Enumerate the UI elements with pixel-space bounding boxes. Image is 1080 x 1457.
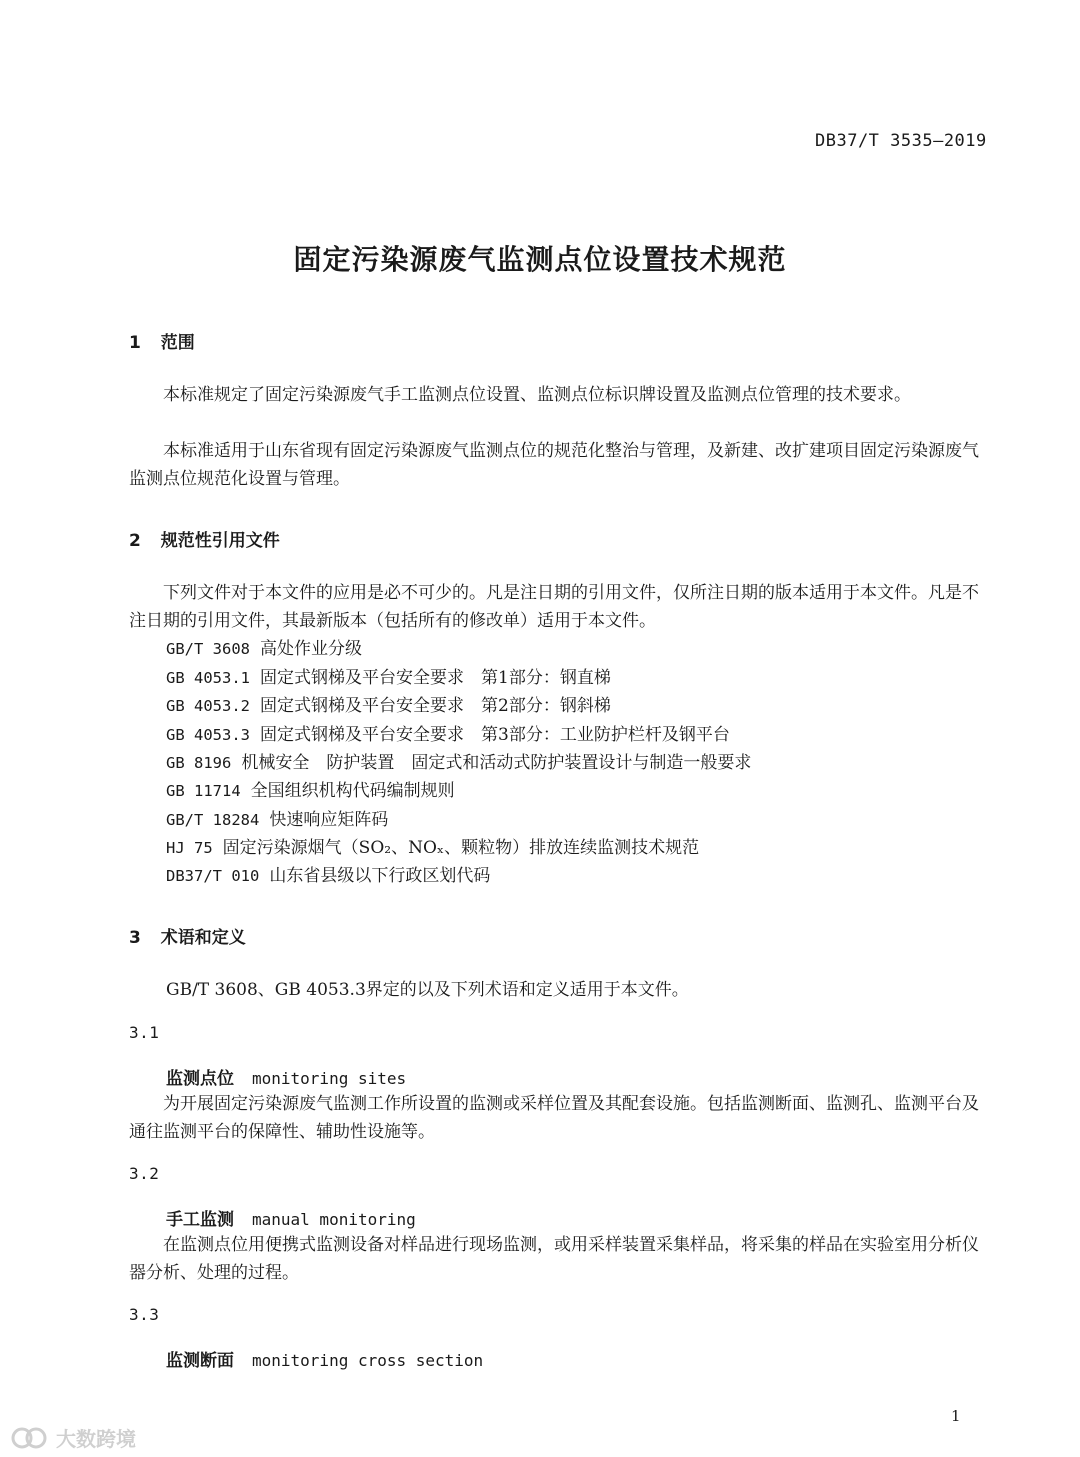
section-number: 3 [129,928,141,948]
term-number: 3.1 [129,1023,160,1042]
term-zh: 监测断面 [166,1351,234,1371]
term-en: manual monitoring [252,1210,416,1229]
section-title: 规范性引用文件 [160,531,280,551]
reference-item [166,664,611,692]
term-en: monitoring cross section [252,1351,484,1370]
reference-title: 固定式钢梯及平台安全要求 第2部分：钢斜梯 [260,696,611,716]
reference-title: 固定污染源烟气（SO₂、NOₓ、颗粒物）排放连续监测技术规范 [222,838,700,858]
page-number: 1 [951,1407,961,1425]
reference-code: GB 11714 [166,782,241,800]
standard-code: DB37/T 3535—2019 [815,131,987,151]
reference-code: GB 4053.3 [166,726,250,744]
reference-title: 固定式钢梯及平台安全要求 第1部分：钢直梯 [260,668,611,688]
term-zh: 手工监测 [166,1210,234,1230]
section-3-heading [129,923,246,948]
section-number: 2 [129,531,141,551]
document-title: 固定污染源废气监测点位设置技术规范 [293,243,787,276]
term-number: 3.3 [129,1305,160,1324]
section-title: 范围 [160,333,195,353]
paragraph: 本标准适用于山东省现有固定污染源废气监测点位的规范化整治与管理，及新建、改扩建项目固定污染源废气监测点位规范化设置与管理。 [129,441,979,489]
reference-item [166,692,611,720]
reference-code: DB37/T 010 [166,867,260,885]
reference-item [166,721,730,749]
term-en: monitoring sites [252,1069,407,1088]
reference-item [166,806,388,834]
reference-title: 山东省县级以下行政区划代码 [269,866,491,886]
term-zh: 监测点位 [166,1069,234,1089]
reference-title: 机械安全 防护装置 固定式和活动式防护装置设计与制造一般要求 [241,753,752,773]
reference-code: HJ 75 [166,839,213,857]
watermark [10,1423,136,1452]
reference-title: 快速响应矩阵码 [269,810,389,830]
watermark-logo-icon [10,1424,50,1452]
reference-item [166,749,751,777]
reference-code: GB 4053.2 [166,697,250,715]
reference-code: GB/T 3608 [166,640,250,658]
section-title: 术语和定义 [160,928,246,948]
reference-title: 固定式钢梯及平台安全要求 第3部分：工业防护栏杆及钢平台 [260,725,730,745]
term-number: 3.2 [129,1164,160,1183]
term-heading [166,1205,416,1230]
reference-code: GB/T 18284 [166,811,260,829]
paragraph: GB/T 3608、GB 4053.3界定的以及下列术语和定义适用于本文件。 [166,980,689,1000]
term-definition: 为开展固定污染源废气监测工作所设置的监测或采样位置及其配套设施。包括监测断面、监测孔、监测平台及通往监测平台的保障性、辅助性设施等。 [129,1094,979,1142]
reference-item [166,834,699,862]
section-number: 1 [129,333,141,353]
paragraph: 本标准规定了固定污染源废气手工监测点位设置、监测点位标识牌设置及监测点位管理的技术要求。 [163,385,911,405]
term-definition: 在监测点位用便携式监测设备对样品进行现场监测，或用采样装置采集样品，将采集的样品在实验室用分析仪器分析、处理的过程。 [129,1235,979,1283]
term-heading [166,1346,483,1371]
reference-code: GB 8196 [166,754,232,772]
reference-item [166,862,490,890]
watermark-text: 大数跨境 [56,1427,136,1451]
section-1-heading [129,328,195,353]
reference-code: GB 4053.1 [166,669,250,687]
section-2-heading [129,526,280,551]
reference-title: 高处作业分级 [260,639,362,659]
paragraph: 下列文件对于本文件的应用是必不可少的。凡是注日期的引用文件，仅所注日期的版本适用于本文件。凡是不注日期的引用文件，其最新版本（包括所有的修改单）适用于本文件。 [129,583,979,631]
reference-title: 全国组织机构代码编制规则 [250,781,455,801]
reference-item [166,635,362,663]
reference-item [166,777,455,805]
term-heading [166,1064,406,1089]
